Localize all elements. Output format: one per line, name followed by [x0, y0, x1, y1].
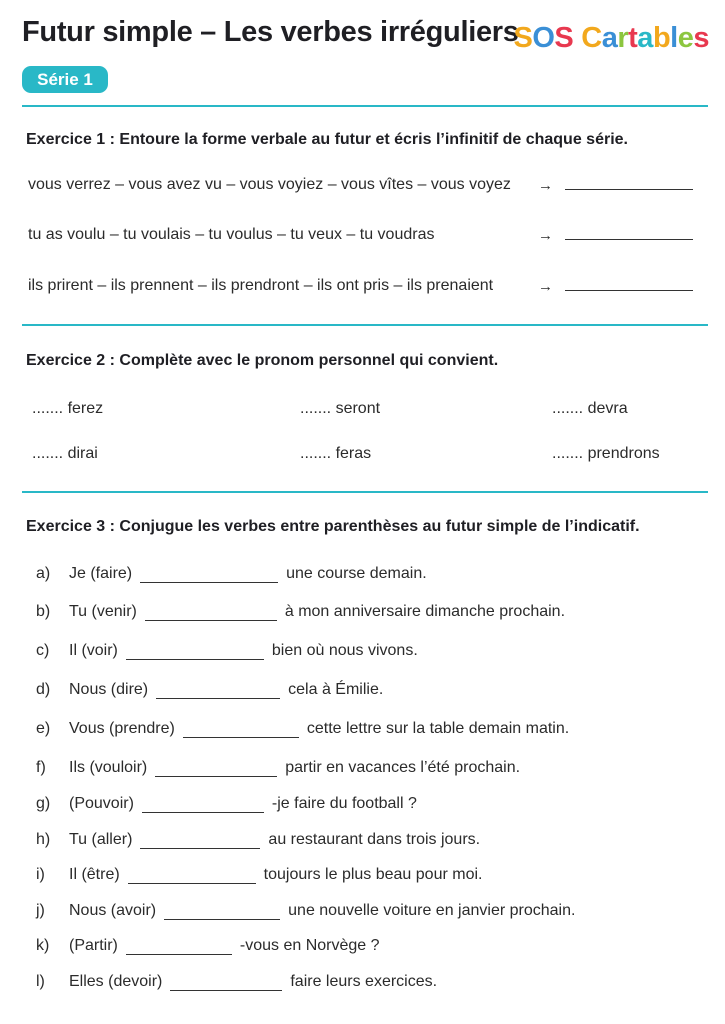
item-letter: e): [36, 720, 51, 737]
pronoun-item[interactable]: ....... ferez: [32, 400, 104, 417]
exercise-3-title: Exercice 3 : Conjugue les verbes entre parenthèses au futur simple de l’indicatif.: [26, 518, 640, 535]
item-letter: i): [36, 866, 45, 883]
item-prompt: Nous (dire): [69, 681, 149, 698]
answer-line-2[interactable]: [565, 225, 693, 240]
answer-blank[interactable]: [156, 684, 280, 699]
item-prompt: Il (être): [69, 866, 120, 883]
item-prompt: (Pouvoir): [69, 795, 134, 812]
pronoun-item[interactable]: ....... devra: [552, 400, 628, 417]
logo-letter: t: [628, 22, 638, 54]
logo-letter: a: [601, 22, 618, 54]
logo-letter: O: [532, 22, 555, 54]
item-continuation: à mon anniversaire dimanche prochain.: [284, 603, 566, 620]
item-letter: d): [36, 681, 51, 698]
answer-blank[interactable]: [140, 568, 278, 583]
logo-letter: b: [652, 22, 671, 54]
answer-blank[interactable]: [164, 905, 280, 920]
item-letter: f): [36, 759, 46, 776]
item-letter: b): [36, 603, 51, 620]
answer-blank[interactable]: [140, 834, 260, 849]
item-prompt: Elles (devoir): [69, 973, 163, 990]
section-divider: [22, 105, 708, 107]
item-continuation: -vous en Norvège ?: [239, 937, 380, 954]
item-continuation: une course demain.: [286, 565, 427, 582]
item-continuation: cette lettre sur la table demain matin.: [306, 720, 570, 737]
answer-line-1[interactable]: [565, 175, 693, 190]
pronoun-item[interactable]: ....... seront: [300, 400, 381, 417]
logo-word-cartables: [581, 22, 709, 54]
answer-blank[interactable]: [142, 798, 264, 813]
answer-blank[interactable]: [126, 645, 264, 660]
answer-blank[interactable]: [183, 723, 299, 738]
exercise-1-row-1: vous verrez – vous avez vu – vous voyiez – vous vîtes – vous voyez: [28, 176, 511, 193]
arrow-icon: →: [538, 177, 553, 194]
item-prompt: (Partir): [69, 937, 118, 954]
exercise-2-title: Exercice 2 : Complète avec le pronom personnel qui convient.: [26, 352, 499, 369]
logo-letter: e: [677, 22, 694, 54]
logo-letter: r: [617, 22, 629, 54]
item-letter: h): [36, 831, 51, 848]
item-continuation: bien où nous vivons.: [271, 642, 418, 659]
answer-blank[interactable]: [126, 940, 232, 955]
item-letter: k): [36, 937, 50, 954]
item-prompt: Il (voir): [69, 642, 118, 659]
logo-word-sos: [513, 22, 573, 54]
exercise-1-title: Exercice 1 : Entoure la forme verbale au futur et écris l’infinitif de chaque série.: [26, 131, 628, 148]
section-divider: [22, 324, 708, 326]
item-continuation: cela à Émilie.: [288, 681, 384, 698]
item-continuation: faire leurs exercices.: [290, 973, 438, 990]
answer-line-3[interactable]: [565, 276, 693, 291]
item-continuation: partir en vacances l’été prochain.: [285, 759, 521, 776]
item-letter: a): [36, 565, 51, 582]
item-continuation: toujours le plus beau pour moi.: [263, 866, 483, 883]
item-continuation: -je faire du football ?: [271, 795, 417, 812]
answer-blank[interactable]: [155, 762, 277, 777]
arrow-icon: →: [538, 227, 553, 244]
item-continuation: une nouvelle voiture en janvier prochain.: [288, 902, 576, 919]
logo-letter: a: [637, 22, 653, 54]
logo-letter: S: [554, 22, 574, 54]
item-prompt: Ils (vouloir): [69, 759, 148, 776]
logo-letter: l: [670, 22, 678, 54]
logo-letter: s: [693, 22, 709, 54]
item-letter: c): [36, 642, 50, 659]
pronoun-item[interactable]: ....... feras: [300, 445, 372, 462]
item-continuation: au restaurant dans trois jours.: [268, 831, 481, 848]
logo-letter: S: [513, 22, 533, 54]
section-divider: [22, 491, 708, 493]
item-letter: l): [36, 973, 45, 990]
arrow-icon: →: [538, 278, 553, 295]
answer-blank[interactable]: [170, 976, 282, 991]
answer-blank[interactable]: [145, 606, 277, 621]
exercise-1-row-2: tu as voulu – tu voulais – tu voulus – tu veux – tu voudras: [28, 226, 435, 243]
logo-letter: C: [581, 22, 602, 54]
item-prompt: Nous (avoir): [69, 902, 157, 919]
answer-blank[interactable]: [128, 869, 256, 884]
sos-cartables-logo: [513, 22, 709, 55]
item-prompt: Vous (prendre): [69, 720, 175, 737]
item-letter: j): [36, 902, 45, 919]
item-prompt: Tu (aller): [69, 831, 133, 848]
item-prompt: Tu (venir): [69, 603, 137, 620]
pronoun-item[interactable]: ....... prendrons: [552, 445, 660, 462]
page-title: Futur simple – Les verbes irréguliers: [22, 16, 519, 48]
item-prompt: Je (faire): [69, 565, 133, 582]
series-badge: Série 1: [22, 66, 108, 93]
item-letter: g): [36, 795, 51, 812]
pronoun-item[interactable]: ....... dirai: [32, 445, 98, 462]
exercise-1-row-3: ils prirent – ils prennent – ils prendront – ils ont pris – ils prenaient: [28, 277, 494, 294]
